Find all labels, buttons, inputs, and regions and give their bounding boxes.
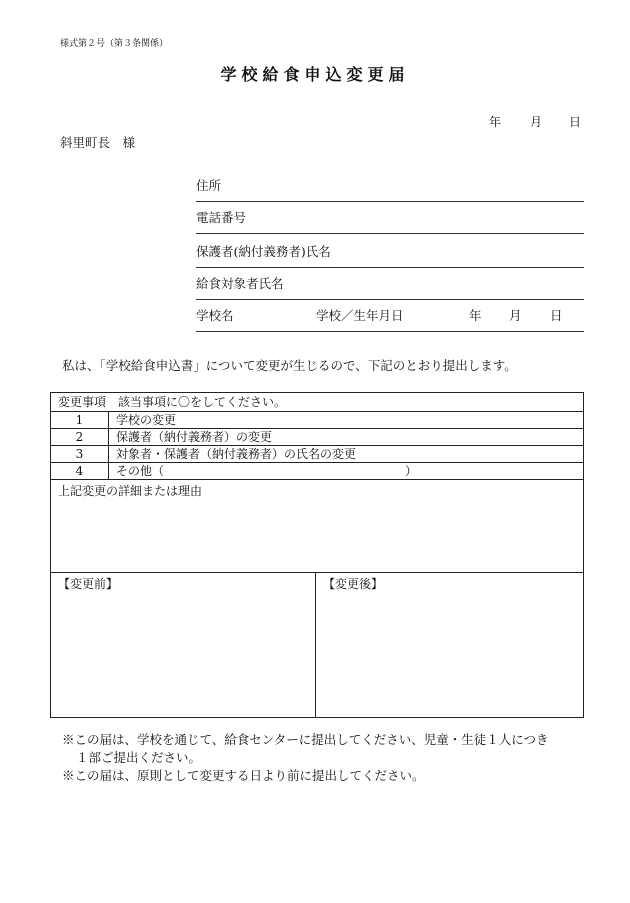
option-text: その他（ <box>116 464 165 478</box>
option-other-cell[interactable] <box>109 463 583 479</box>
option-close-paren: ） <box>405 464 418 478</box>
form-number: 様式第２号（第３条関係） <box>60 39 169 49</box>
change-option-row[interactable] <box>51 412 583 429</box>
option-text: 保護者（納付義務者）の変更 <box>116 430 273 444</box>
phone-field[interactable] <box>196 202 584 234</box>
date-month-label: 月 <box>530 115 543 129</box>
student-name-field[interactable] <box>196 268 584 300</box>
table-header: 変更事項 該当事項に〇をしてください。 <box>51 393 583 412</box>
document-title: 学校給食申込変更届 <box>220 65 410 84</box>
note-deadline: ※この届は、原則として変更する日より前に提出してください。 <box>62 768 425 783</box>
student-name-label: 給食対象者氏名 <box>196 276 284 291</box>
date-year-label: 年 <box>489 115 502 129</box>
option-number: 3 <box>51 446 109 462</box>
reason-label: 上記変更の詳細または理由 <box>58 484 203 498</box>
option-number: 1 <box>51 412 109 428</box>
before-after-row <box>51 573 583 717</box>
after-change-cell[interactable] <box>316 573 583 717</box>
option-number: 2 <box>51 429 109 445</box>
guardian-name-field[interactable] <box>196 234 584 268</box>
address-field[interactable] <box>196 172 584 202</box>
change-option-row[interactable] <box>51 429 583 446</box>
school-birthdate-field[interactable] <box>196 300 584 332</box>
before-change-label: 【変更前】 <box>58 577 119 591</box>
change-table <box>50 392 584 718</box>
change-option-row[interactable] <box>51 446 583 463</box>
guardian-name-label: 保護者(納付義務者)氏名 <box>196 244 331 259</box>
birth-day-label: 日 <box>550 308 563 323</box>
addressee: 斜里町長 様 <box>60 135 136 150</box>
statement-text: 私は、「学校給食申込書」について変更が生じるので、下記のとおり提出します。 <box>62 358 517 373</box>
school-birthdate-label: 学校／生年月日 <box>316 308 404 323</box>
school-name-label: 学校名 <box>196 308 234 323</box>
note-submission: ※この届は、学校を通じて、給食センターに提出してください、児童・生徒１人につき <box>62 732 549 747</box>
address-label: 住所 <box>196 178 222 193</box>
after-change-label: 【変更後】 <box>323 577 384 591</box>
option-text: 学校の変更 <box>116 413 177 427</box>
option-text: 対象者・保護者（納付義務者）の氏名の変更 <box>116 447 357 461</box>
field-underline <box>196 331 584 332</box>
date-day-label: 日 <box>569 115 582 129</box>
before-change-cell[interactable] <box>51 573 316 717</box>
birth-month-label: 月 <box>509 308 522 323</box>
option-number: 4 <box>51 463 109 479</box>
note-submission-continued: １部ご提出ください。 <box>76 750 202 765</box>
birth-year-label: 年 <box>469 308 482 323</box>
reason-cell[interactable] <box>51 480 583 573</box>
phone-label: 電話番号 <box>196 210 247 225</box>
change-option-row[interactable] <box>51 463 583 480</box>
